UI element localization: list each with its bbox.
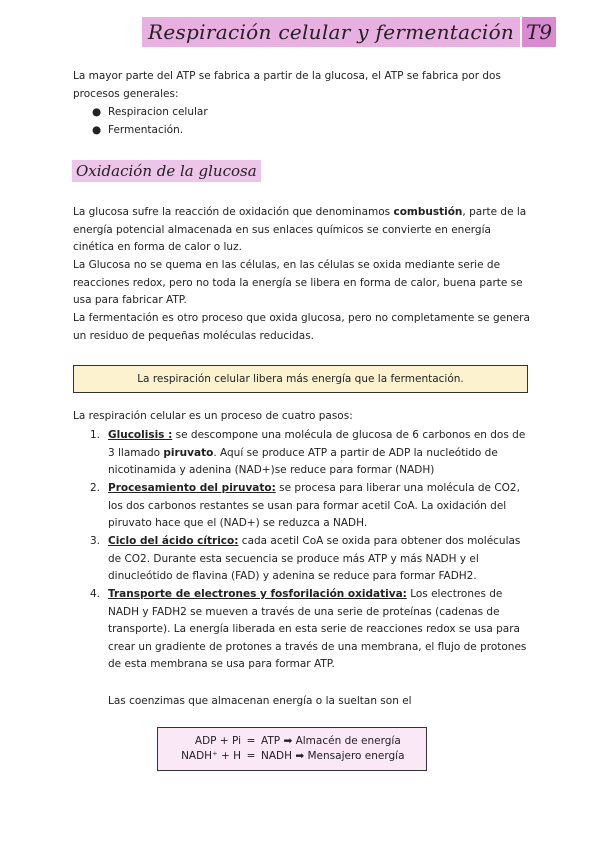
step-item: 3. Ciclo del ácido cítrico: cada acetil CoA se oxida para obtener dos moléculas de CO2. Durante esta secuencia se produce más ATP y más NADH y el dinucleótido de flavina (FAD) y adenina se reduce para formar FADH2. (90, 535, 521, 583)
paragraph-combustion: La glucosa sufre la reacción de oxidación que denominamos combustión, parte de la energía potencial almacenada en sus enlaces químicos se convierte en energía cinética en forma de calor o luz. (73, 206, 527, 254)
formula-row: ADP + Pi = ATP ➡ Almacén de energía (194, 735, 401, 747)
title-bar (142, 17, 556, 47)
step-item: 2. Procesamiento del piruvato: se procesa para liberar una molécula de CO2, los dos carbonos restantes se usan para formar acetil CoA. La oxidación del piruvato hace que el (NAD+) se reduzca a NADH. (90, 482, 520, 530)
topic-tag: T9 (522, 17, 556, 47)
intro-paragraph: La mayor parte del ATP se fabrica a partir de la glucosa, el ATP se fabrica por dos procesos generales: (73, 70, 501, 100)
section-title: Oxidación de la glucosa (72, 160, 261, 182)
page-title: Respiración celular y fermentación (142, 17, 520, 47)
highlight-box: La respiración celular libera más energía que la fermentación. (73, 365, 528, 393)
coenzymes-line: Las coenzimas que almacenan energía o la sueltan son el (108, 695, 412, 707)
formula-row: NADH⁺ + H = NADH ➡ Mensajero energía (181, 750, 405, 762)
paragraph-fermentation: La fermentación es otro proceso que oxida glucosa, pero no completamente se genera un residuo de pequeñas moléculas reducidas. (73, 312, 530, 342)
steps-intro: La respiración celular es un proceso de cuatro pasos: (73, 410, 353, 422)
bullet-item: ● Respiracion celular (92, 106, 208, 118)
step-item: 1. Glucolisis : se descompone una molécula de glucosa de 6 carbonos en dos de 3 llamado piruvato. Aquí se produce ATP a partir de ADP la nucleótido de nicotinamida y adenina (NAD+)se reduce para formar (NADH) (90, 429, 526, 477)
formula-box (157, 727, 427, 771)
paragraph-redox: La Glucosa no se quema en las células, en las células se oxida mediante serie de reacciones redox, pero no toda la energía se libera en forma de calor, buena parte se usa para fabricar ATP. (73, 259, 523, 307)
step-item: 4. Transporte de electrones y fosforilación oxidativa: Los electrones de NADH y FADH2 se mueven a través de una serie de proteínas (cadenas de transporte). La energía liberada en esta serie de reacciones redox se usa para crear un gradiente de protones a través de una membrana, el flujo de protones de esta membrana se usa para formar ATP. (90, 588, 527, 671)
bullet-item: ● Fermentación. (92, 124, 184, 136)
